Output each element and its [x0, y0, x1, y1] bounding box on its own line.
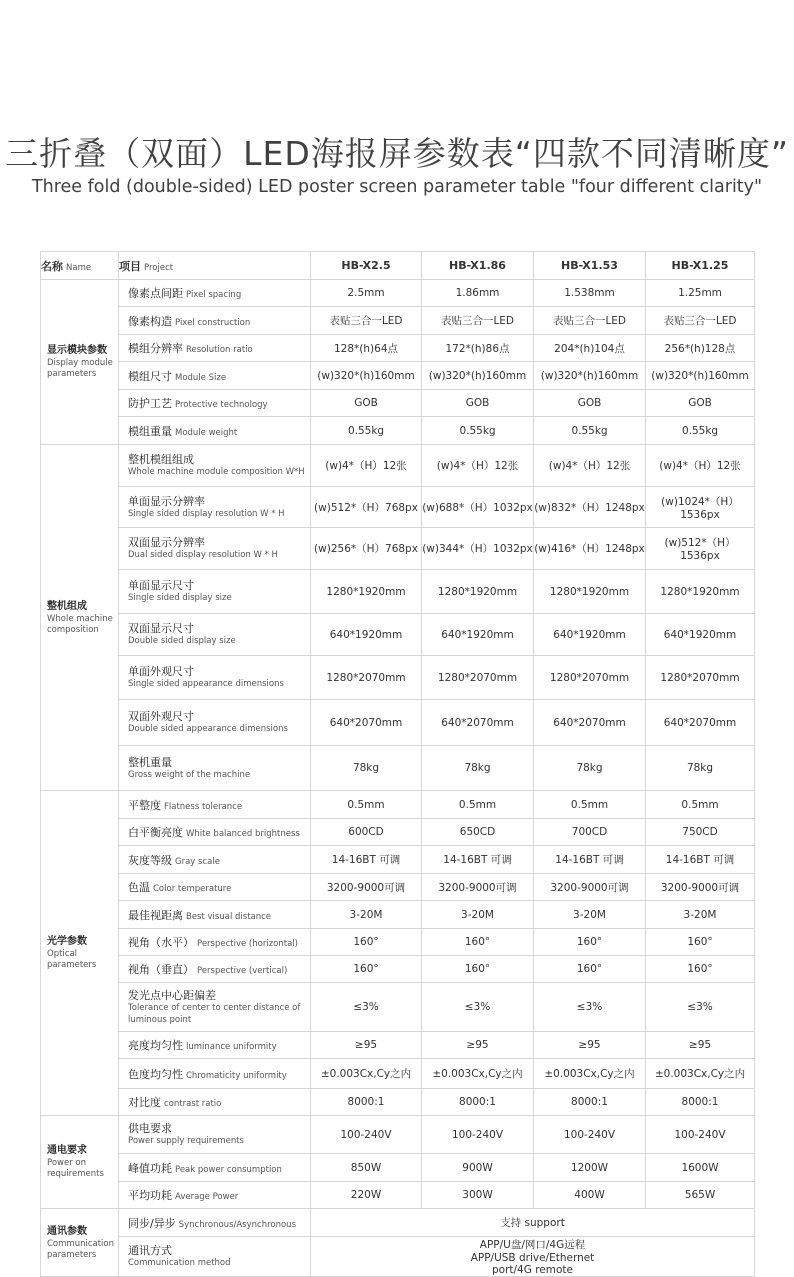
value-cell: 640*2070mm — [534, 700, 646, 746]
header-item-en: Project — [144, 262, 174, 273]
value-cell: 1280*2070mm — [534, 656, 646, 700]
value-cell: 14-16BT 可调 — [422, 846, 534, 874]
value-cell: 128*(h)64点 — [311, 335, 422, 362]
item-label-cell — [119, 1237, 311, 1277]
value-cell: ±0.003Cx,Cy之内 — [311, 1059, 422, 1089]
value-cell: 0.5mm — [534, 791, 646, 819]
value-cell: (w)344*（H）1032px — [422, 528, 534, 570]
item-label-cn: 双面显示尺寸 — [128, 622, 194, 635]
value-cell: 160° — [311, 956, 422, 983]
value-cell: (w)512*（H）768px — [311, 487, 422, 528]
item-label-cell — [119, 417, 311, 445]
table-row — [41, 746, 755, 791]
value-cell: 160° — [422, 929, 534, 956]
table-row — [41, 362, 755, 390]
item-label-cell — [119, 335, 311, 362]
item-label-en: Gray scale — [175, 856, 220, 867]
item-label-cell — [119, 1116, 311, 1154]
item-label-en: Perspective (vertical) — [197, 966, 288, 976]
value-cell: 1280*2070mm — [422, 656, 534, 700]
table-row — [41, 983, 755, 1032]
value-cell: 0.55kg — [646, 417, 755, 445]
item-label-cell — [119, 656, 311, 700]
item-label-cn: 对比度 — [128, 1096, 161, 1109]
value-cell: 640*2070mm — [422, 700, 534, 746]
table-row — [41, 487, 755, 528]
item-label-en: Chromaticity uniformity — [186, 1070, 287, 1081]
item-label-cell — [119, 1059, 311, 1089]
table-row — [41, 614, 755, 656]
table-row — [41, 445, 755, 487]
table-row — [41, 819, 755, 846]
item-label-cn: 视角（水平） — [128, 936, 194, 949]
value-cell: ±0.003Cx,Cy之内 — [534, 1059, 646, 1089]
group-label-en: Display module parameters — [47, 358, 113, 379]
header-name-cn: 名称 — [41, 259, 63, 273]
value-cell: 1280*1920mm — [534, 570, 646, 614]
value-cell: 3-20M — [422, 901, 534, 929]
value-cell: 160° — [646, 929, 755, 956]
item-label-en: Whole machine module composition W*H — [128, 467, 305, 477]
item-label-cn: 单面外观尺寸 — [128, 665, 194, 678]
item-label-en: Peak power consumption — [175, 1164, 282, 1175]
group-label-en: Whole machine composition — [47, 613, 113, 635]
value-cell: 表贴三合一LED — [422, 307, 534, 335]
group-label-en: Power on requirements — [47, 1158, 104, 1179]
value-cell: 640*1920mm — [646, 614, 755, 656]
value-cell: 204*(h)104点 — [534, 335, 646, 362]
header-item-cell — [119, 252, 311, 280]
value-cell: ±0.003Cx,Cy之内 — [646, 1059, 755, 1089]
item-label-en: Double sided appearance dimensions — [128, 724, 288, 734]
table-row — [41, 956, 755, 983]
header-model: HB-X1.86 — [422, 252, 534, 280]
value-cell: 900W — [422, 1154, 534, 1182]
item-label-cell — [119, 746, 311, 791]
value-cell: 0.5mm — [646, 791, 755, 819]
header-name-en: Name — [66, 262, 92, 273]
value-cell: 650CD — [422, 819, 534, 846]
item-label-en: Pixel construction — [175, 317, 251, 328]
item-label-en: contrast ratio — [164, 1099, 222, 1109]
value-cell: 1280*1920mm — [311, 570, 422, 614]
table-row — [41, 846, 755, 874]
value-cell: 100-240V — [534, 1116, 646, 1154]
table-row — [41, 901, 755, 929]
value-cell: 78kg — [422, 746, 534, 791]
item-label-cell — [119, 307, 311, 335]
group-label-cell — [41, 1209, 119, 1277]
item-label-cn: 防护工艺 — [128, 397, 172, 410]
value-cell: 3-20M — [646, 901, 755, 929]
item-label-cn: 模组尺寸 — [128, 369, 172, 383]
table-row — [41, 1154, 755, 1182]
value-cell: ≥95 — [311, 1032, 422, 1059]
item-label-cn: 同步/异步 — [128, 1216, 176, 1230]
item-label-cn: 峰值功耗 — [128, 1161, 172, 1175]
group-label-cn: 通电要求 — [47, 1145, 87, 1156]
item-label-en: Protective technology — [175, 400, 268, 410]
table-row — [41, 1116, 755, 1154]
value-cell: (w)4*（H）12张 — [422, 445, 534, 487]
value-cell: 3200-9000可调 — [534, 874, 646, 901]
item-label-en: Module Size — [175, 372, 227, 383]
group-label-cn: 光学参数 — [47, 936, 87, 947]
parameter-table — [40, 251, 755, 1277]
value-cell: 750CD — [646, 819, 755, 846]
item-label-cn: 模组分辨率 — [128, 342, 183, 355]
value-cell: 640*1920mm — [311, 614, 422, 656]
value-cell: 8000:1 — [311, 1089, 422, 1116]
item-label-cell — [119, 700, 311, 746]
value-cell: 700CD — [534, 819, 646, 846]
item-label-cn: 供电要求 — [128, 1122, 172, 1135]
value-cell: ±0.003Cx,Cy之内 — [422, 1059, 534, 1089]
header-model: HB-X1.53 — [534, 252, 646, 280]
value-cell: 160° — [534, 956, 646, 983]
value-cell: 160° — [311, 929, 422, 956]
table-row — [41, 570, 755, 614]
value-cell: 14-16BT 可调 — [311, 846, 422, 874]
item-label-en: Perspective (horizontal) — [197, 939, 298, 949]
group-label-en: Communication parameters — [47, 1238, 114, 1260]
value-cell: 1.538mm — [534, 280, 646, 307]
item-label-cn: 发光点中心距偏差 — [128, 988, 216, 1002]
value-cell: ≥95 — [534, 1032, 646, 1059]
item-label-cell — [119, 983, 311, 1032]
item-label-cn: 像素构造 — [128, 314, 172, 328]
group-label-cell — [41, 791, 119, 1116]
table-row — [41, 528, 755, 570]
value-cell: 640*1920mm — [534, 614, 646, 656]
item-label-cell — [119, 445, 311, 487]
item-label-cn: 亮度均匀性 — [128, 1039, 183, 1052]
value-cell: 100-240V — [422, 1116, 534, 1154]
item-label-en: Resolution ratio — [186, 345, 253, 355]
value-cell: 172*(h)86点 — [422, 335, 534, 362]
page-title: 三折叠（双面）LED海报屏参数表“四款不同清晰度” — [5, 134, 789, 173]
item-label-cn: 平整度 — [128, 798, 161, 812]
item-label-cn: 整机模组组成 — [128, 453, 194, 466]
value-cell: ≤3% — [311, 983, 422, 1032]
value-cell-merged: 支持 support — [311, 1209, 755, 1237]
value-cell: 14-16BT 可调 — [534, 846, 646, 874]
item-label-cn: 通讯方式 — [128, 1244, 172, 1257]
table-row — [41, 1209, 755, 1237]
value-cell: 2.5mm — [311, 280, 422, 307]
table-row — [41, 1182, 755, 1209]
table-row — [41, 791, 755, 819]
item-label-cell — [119, 570, 311, 614]
item-label-en: Communication method — [128, 1258, 231, 1268]
value-cell: 0.5mm — [311, 791, 422, 819]
item-label-cn: 双面外观尺寸 — [128, 710, 194, 723]
value-cell: ≤3% — [422, 983, 534, 1032]
item-label-en: Color temperature — [153, 884, 232, 894]
group-label-cn: 通讯参数 — [47, 1225, 87, 1237]
item-label-en: White balanced brightness — [186, 829, 300, 839]
value-cell: 8000:1 — [534, 1089, 646, 1116]
value-cell: 600CD — [311, 819, 422, 846]
item-label-en: Best visual distance — [186, 911, 272, 922]
value-cell: (w)320*(h)160mm — [646, 362, 755, 390]
value-cell: 1600W — [646, 1154, 755, 1182]
value-cell: 0.5mm — [422, 791, 534, 819]
value-cell: 1.86mm — [422, 280, 534, 307]
header-item-cn: 项目 — [119, 259, 141, 273]
item-label-cell — [119, 528, 311, 570]
value-cell: ≥95 — [422, 1032, 534, 1059]
value-cell: 100-240V — [311, 1116, 422, 1154]
item-label-en: Single sided display resolution W * H — [128, 508, 285, 519]
item-label-cell — [119, 901, 311, 929]
value-cell: 表贴三合一LED — [646, 307, 755, 335]
value-cell: (w)688*（H）1032px — [422, 487, 534, 528]
value-cell: GOB — [534, 390, 646, 417]
value-cell: (w)4*（H）12张 — [646, 445, 755, 487]
header-name-cell — [41, 252, 119, 280]
value-cell: 850W — [311, 1154, 422, 1182]
table-row — [41, 656, 755, 700]
group-label-cn: 整机组成 — [47, 600, 87, 612]
item-label-en: Dual sided display resolution W * H — [128, 550, 278, 560]
item-label-cell — [119, 791, 311, 819]
item-label-cell — [119, 614, 311, 656]
value-cell: 160° — [646, 956, 755, 983]
item-label-cell — [119, 487, 311, 528]
value-cell-merged: APP/U盘/网口/4G远程APP/USB drive/Ethernet port/4G remote — [311, 1237, 755, 1277]
group-label-cn: 显示模块参数 — [47, 345, 107, 356]
value-cell: 3200-9000可调 — [646, 874, 755, 901]
table-row — [41, 1059, 755, 1089]
item-label-cn: 色温 — [128, 881, 150, 894]
item-label-en: Synchronous/Asynchronous — [178, 1219, 297, 1230]
value-cell: GOB — [422, 390, 534, 417]
table-row — [41, 390, 755, 417]
table-row — [41, 929, 755, 956]
value-cell: 表贴三合一LED — [311, 307, 422, 335]
item-label-cell — [119, 362, 311, 390]
item-label-cell — [119, 874, 311, 901]
value-cell: GOB — [646, 390, 755, 417]
value-cell: (w)832*（H）1248px — [534, 487, 646, 528]
value-cell: 14-16BT 可调 — [646, 846, 755, 874]
value-cell: 1200W — [534, 1154, 646, 1182]
item-label-cell — [119, 929, 311, 956]
value-cell: 1.25mm — [646, 280, 755, 307]
value-cell: 1280*1920mm — [422, 570, 534, 614]
value-cell: 256*(h)128点 — [646, 335, 755, 362]
item-label-cell — [119, 1089, 311, 1116]
value-cell: 160° — [422, 956, 534, 983]
table-row — [41, 874, 755, 901]
value-cell: 220W — [311, 1182, 422, 1209]
item-label-en: Single sided appearance dimensions — [128, 679, 284, 689]
item-label-cell — [119, 819, 311, 846]
item-label-cn: 平均功耗 — [128, 1189, 172, 1202]
value-cell: 0.55kg — [422, 417, 534, 445]
item-label-cell — [119, 390, 311, 417]
item-label-cn: 灰度等级 — [128, 853, 172, 867]
item-label-cell — [119, 956, 311, 983]
item-label-en: Flatness tolerance — [164, 801, 243, 812]
item-label-en: Double sided display size — [128, 636, 236, 646]
header-model: HB-X1.25 — [646, 252, 755, 280]
value-cell: 1280*2070mm — [646, 656, 755, 700]
value-cell: 1280*2070mm — [311, 656, 422, 700]
value-cell: (w)4*（H）12张 — [534, 445, 646, 487]
table-row — [41, 1237, 755, 1277]
value-cell: 8000:1 — [422, 1089, 534, 1116]
table-row — [41, 1032, 755, 1059]
value-cell: (w)320*(h)160mm — [422, 362, 534, 390]
value-cell: 78kg — [534, 746, 646, 791]
table-row — [41, 1089, 755, 1116]
value-cell: 8000:1 — [646, 1089, 755, 1116]
item-label-en: Tolerance of center to center distance of luminous point — [128, 1002, 301, 1025]
value-cell: 640*1920mm — [422, 614, 534, 656]
item-label-en: Pixel spacing — [186, 290, 242, 300]
item-label-cn: 白平衡亮度 — [128, 826, 183, 839]
item-label-cn: 整机重量 — [128, 755, 172, 769]
item-label-cn: 模组重量 — [128, 424, 172, 438]
value-cell: (w)1024*（H）1536px — [646, 487, 755, 528]
item-label-cn: 单面显示尺寸 — [128, 579, 194, 592]
value-cell: (w)4*（H）12张 — [311, 445, 422, 487]
item-label-en: Gross weight of the machine — [128, 769, 251, 780]
group-label-cell — [41, 280, 119, 445]
item-label-en: Module weight — [175, 427, 238, 438]
value-cell: 3200-9000可调 — [311, 874, 422, 901]
value-cell: GOB — [311, 390, 422, 417]
value-cell: 0.55kg — [534, 417, 646, 445]
value-cell: 3-20M — [311, 901, 422, 929]
value-cell: 78kg — [311, 746, 422, 791]
item-label-en: Power supply requirements — [128, 1136, 244, 1146]
item-label-cell — [119, 846, 311, 874]
item-label-cell — [119, 1032, 311, 1059]
value-cell: (w)416*（H）1248px — [534, 528, 646, 570]
value-cell: (w)320*(h)160mm — [311, 362, 422, 390]
item-label-cn: 像素点间距 — [128, 287, 183, 300]
header-row — [41, 252, 755, 280]
value-cell: 160° — [534, 929, 646, 956]
value-cell: ≤3% — [534, 983, 646, 1032]
value-cell: 3200-9000可调 — [422, 874, 534, 901]
value-cell: (w)512*（H）1536px — [646, 528, 755, 570]
item-label-en: Single sided display size — [128, 593, 232, 603]
value-cell: 100-240V — [646, 1116, 755, 1154]
item-label-cn: 单面显示分辨率 — [128, 494, 205, 508]
item-label-cn: 最佳视距离 — [128, 908, 183, 922]
table-row — [41, 417, 755, 445]
value-cell: 640*2070mm — [311, 700, 422, 746]
item-label-cell — [119, 1182, 311, 1209]
value-cell: (w)320*(h)160mm — [534, 362, 646, 390]
item-label-en: Average Power — [175, 1192, 239, 1202]
item-label-cell — [119, 1209, 311, 1237]
value-cell: 0.55kg — [311, 417, 422, 445]
value-cell: 640*2070mm — [646, 700, 755, 746]
page-subtitle: Three fold (double-sided) LED poster screen parameter table "four different clarity" — [31, 177, 763, 197]
table-row — [41, 700, 755, 746]
value-cell: 表贴三合一LED — [534, 307, 646, 335]
value-cell: 400W — [534, 1182, 646, 1209]
item-label-cell — [119, 1154, 311, 1182]
value-cell: (w)256*（H）768px — [311, 528, 422, 570]
value-cell: ≤3% — [646, 983, 755, 1032]
value-cell: 1280*1920mm — [646, 570, 755, 614]
value-cell: ≥95 — [646, 1032, 755, 1059]
table-row — [41, 307, 755, 335]
group-label-cell — [41, 445, 119, 791]
value-cell: 78kg — [646, 746, 755, 791]
value-cell: 565W — [646, 1182, 755, 1209]
header-model: HB-X2.5 — [311, 252, 422, 280]
item-label-en: luminance uniformity — [186, 1042, 277, 1052]
item-label-cn: 双面显示分辨率 — [128, 536, 205, 549]
table-row — [41, 335, 755, 362]
item-label-cell — [119, 280, 311, 307]
table-row — [41, 280, 755, 307]
item-label-cn: 色度均匀性 — [128, 1067, 183, 1081]
item-label-cn: 视角（垂直） — [128, 963, 194, 976]
group-label-cell — [41, 1116, 119, 1209]
value-cell: 3-20M — [534, 901, 646, 929]
value-cell: 300W — [422, 1182, 534, 1209]
group-label-en: Optical parameters — [47, 949, 97, 970]
